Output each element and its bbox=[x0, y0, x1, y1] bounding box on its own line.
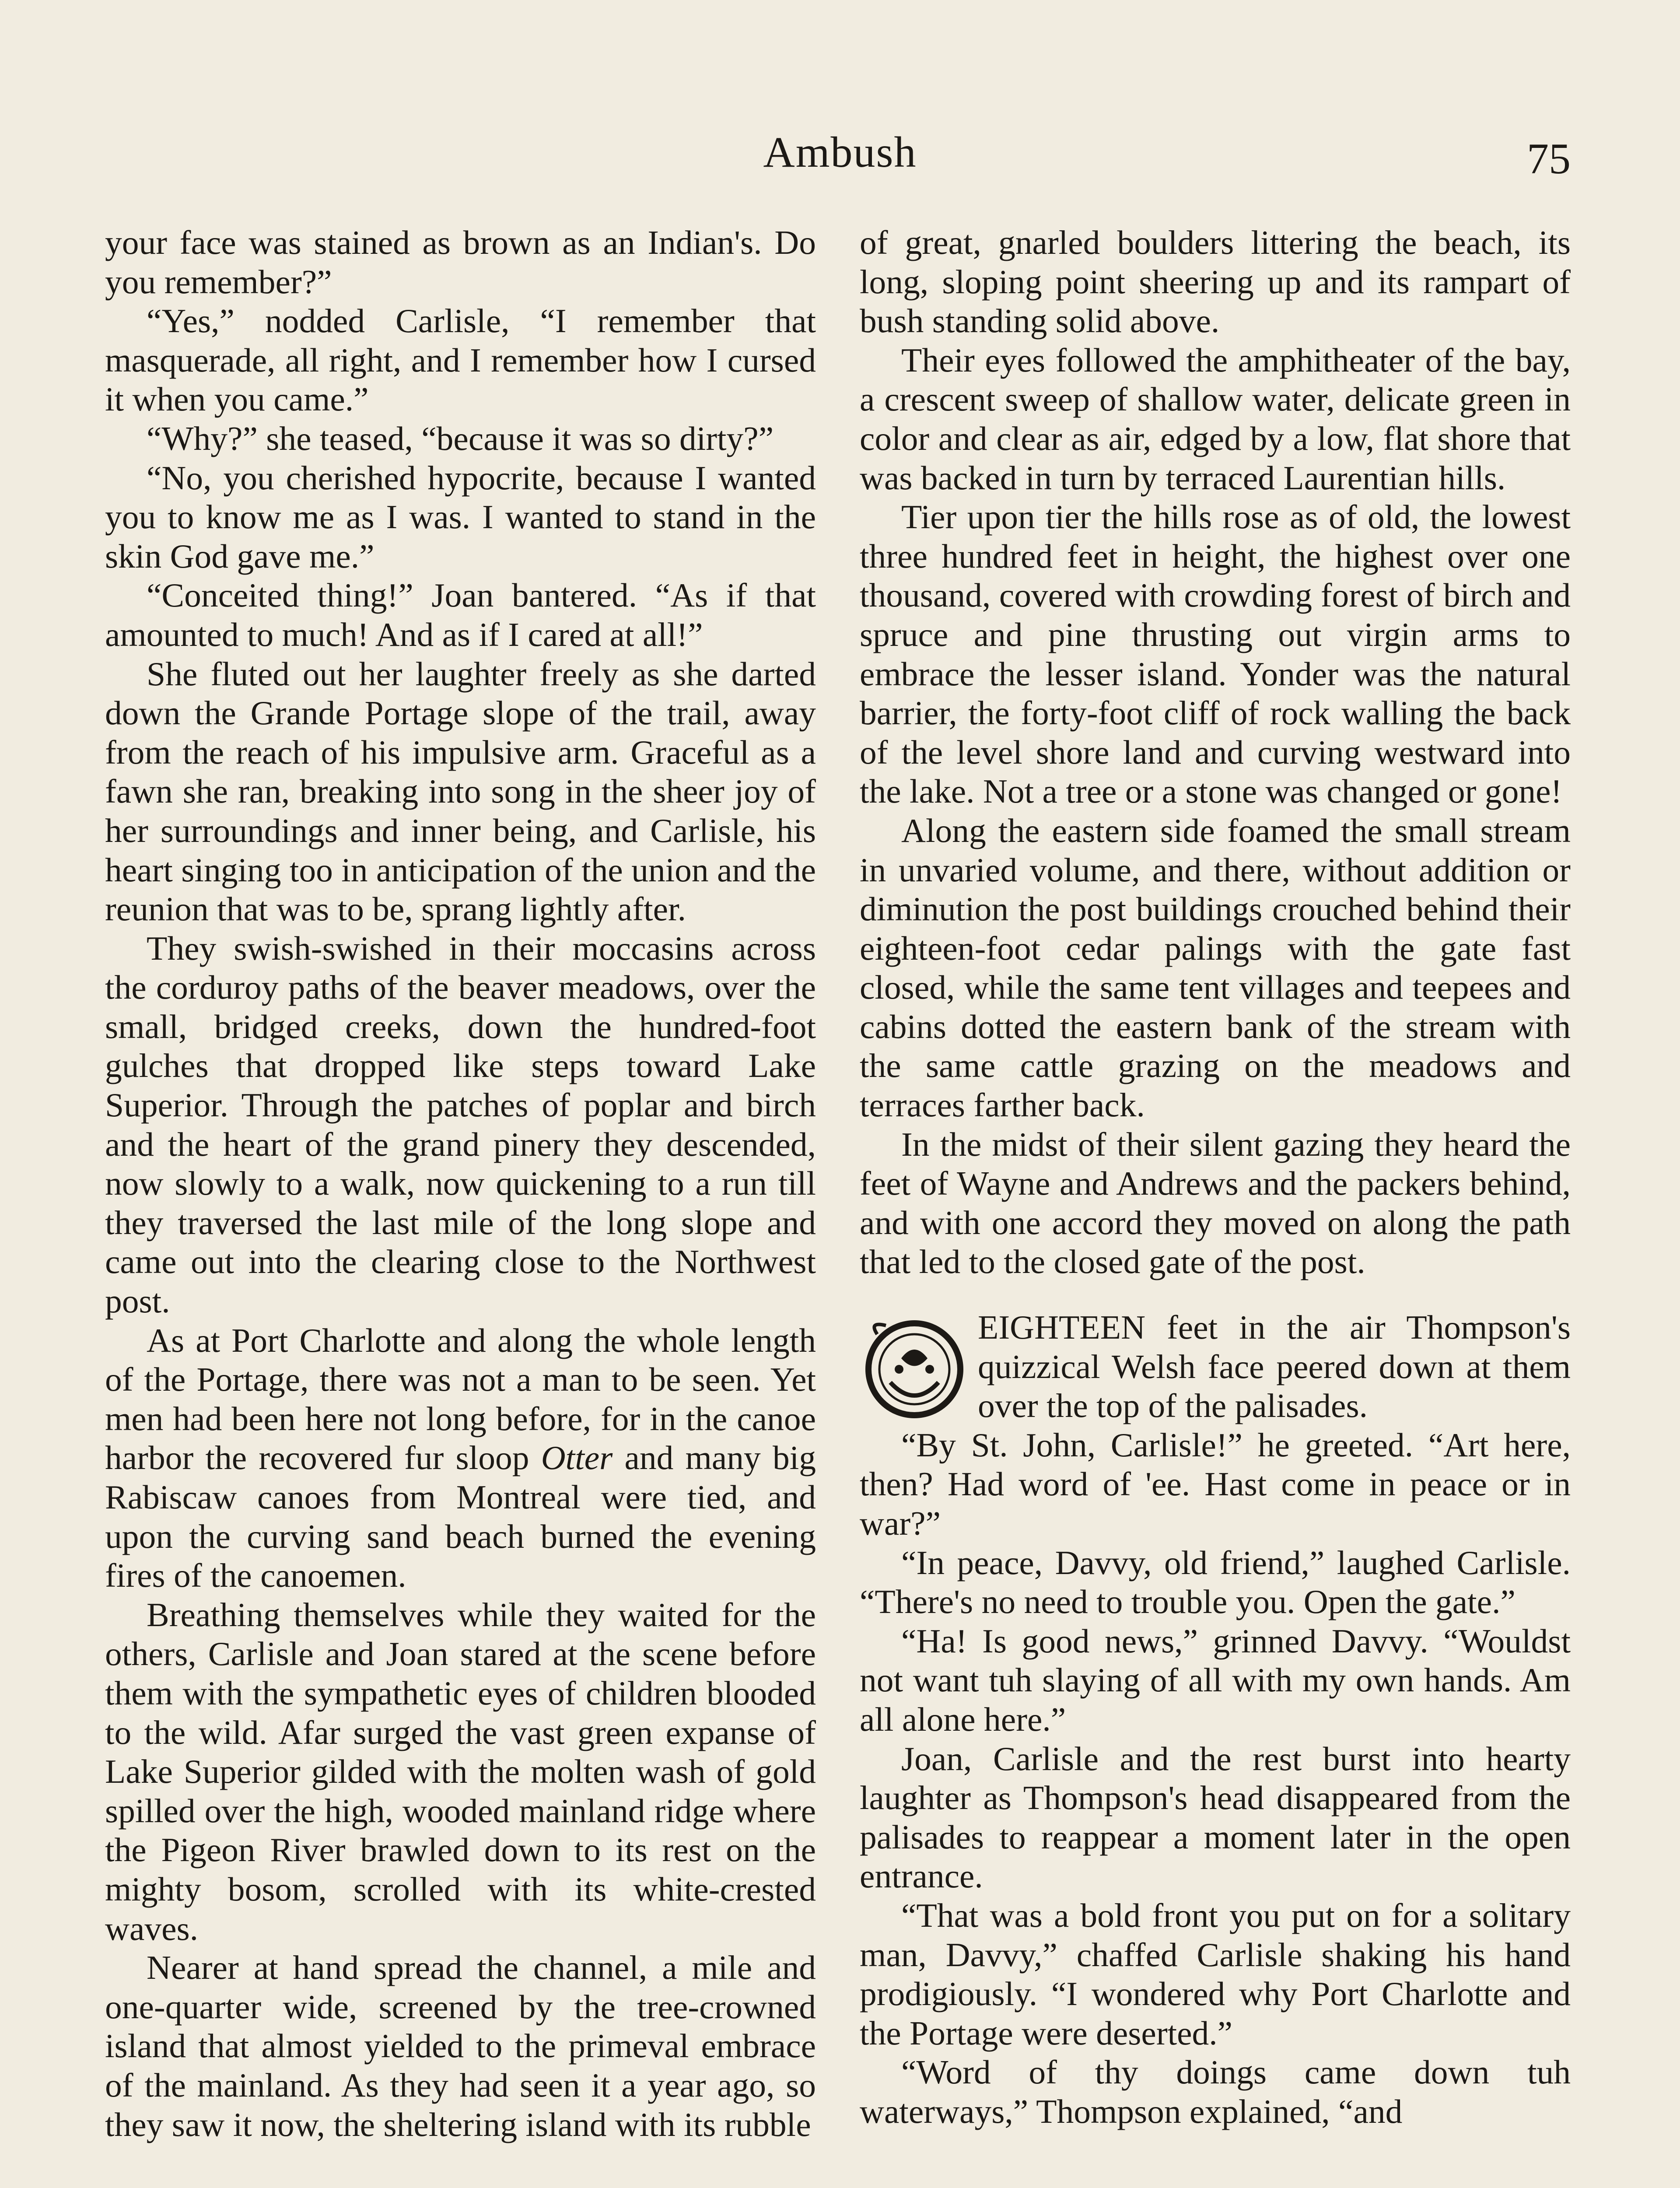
paragraph: They swish-swished in their moccasins across the corduroy paths of the beaver meadows, over the small, bridged creeks, down the hundred-foot gulches that dropped like steps toward Lake Superior. Through the patches of poplar and birch and the heart of the grand pinery they descended, now slowly to a walk, now quickening to a run till they traversed the last mile of the long slope and came out into the clearing close to the Northwest post. bbox=[105, 929, 816, 1320]
paragraph: Breathing themselves while they waited for the others, Carlisle and Joan stared at the scene before them with the sympathetic eyes of children blooded to the wild. Afar surged the vast green expanse of Lake Superior gilded with the molten wash of gold spilled over the high, wooded mainland ridge where the Pigeon River brawled down to its rest on the mighty bosom, scrolled with its white-crested waves. bbox=[105, 1595, 816, 1947]
paragraph: Nearer at hand spread the channel, a mile and one-quarter wide, screened by the tree-crowned island that almost yielded to the primeval embrace of the mainland. As they had seen it a year ago, so they saw it now, the sheltering island with its rubble bbox=[105, 1949, 816, 2143]
page-number: 75 bbox=[1527, 134, 1571, 183]
paragraph: “That was a bold front you put on for a solitary man, Davvy,” chaffed Carlisle shaking his hand prodigiously. “I wondered why Port Charlotte and the Portage were deserted.” bbox=[860, 1896, 1571, 2052]
paragraph: Along the eastern side foamed the small stream in unvaried volume, and there, without addition or diminution the post buildings crouched behind their eighteen-foot cedar palings with the gate fast closed, while the same tent villages and teepees and cabins dotted the eastern bank of the stream with the same cattle grazing on the meadows and terraces farther back. bbox=[860, 811, 1571, 1124]
text-run: As at Port Charlotte and along the whole length of the Portage, there was not a man to be seen. Yet men had been here not long before, for in the canoe harbor the recovered fur sloop bbox=[105, 1321, 816, 1477]
paragraph: “No, you cherished hypocrite, because I wanted you to know me as I was. I wanted to stand in the skin God gave me.” bbox=[105, 459, 816, 575]
running-header: Ambush bbox=[763, 128, 917, 176]
paragraph: “Why?” she teased, “because it was so dirty?” bbox=[147, 419, 774, 457]
paragraph: your face was stained as brown as an Indian's. Do you remember?” bbox=[105, 224, 816, 301]
paragraph bbox=[105, 1321, 816, 1595]
paragraph: In the midst of their silent gazing they heard the feet of Wayne and Andrews and the packers behind, and with one accord they moved on along the path that led to the closed gate of the post. bbox=[860, 1125, 1571, 1281]
text-run: and many big Rabiscaw canoes from Montreal were tied, and upon the curving sand beach burned the evening fires of the canoemen. bbox=[105, 1439, 816, 1595]
paragraph: “In peace, Davvy, old friend,” laughed Carlisle. “There's no need to trouble you. Open the gate.” bbox=[860, 1543, 1571, 1621]
paragraph: “Word of thy doings came down tuh waterways,” Thompson explained, “and bbox=[860, 2053, 1571, 2130]
paragraph: Their eyes followed the amphitheater of the bay, a crescent sweep of shallow water, delicate green in color and clear as air, edged by a low, flat shore that was backed in turn by terraced Laurentian hills. bbox=[860, 341, 1571, 497]
paragraph: EIGHTEEN feet in the air Thompson's quizzical Welsh face peered down at them over the top of the palisades. bbox=[978, 1308, 1571, 1425]
right-column bbox=[860, 223, 1571, 2132]
paragraph: of great, gnarled boulders littering the beach, its long, sloping point sheering up and its rampart of bush standing solid above. bbox=[860, 224, 1571, 340]
ornamental-dropcap-icon bbox=[860, 1317, 969, 1422]
paragraph: “Conceited thing!” Joan bantered. “As if that amounted to much! And as if I cared at all!” bbox=[105, 576, 816, 653]
paragraph: Joan, Carlisle and the rest burst into hearty laughter as Thompson's head disappeared from the palisades to reappear a moment later in the open entrance. bbox=[860, 1739, 1571, 1895]
paragraph: “Yes,” nodded Carlisle, “I remember that masquerade, all right, and I remember how I cursed it when you came.” bbox=[105, 302, 816, 418]
paragraph: Tier upon tier the hills rose as of old, the lowest three hundred feet in height, the highest over one thousand, covered with crowding forest of birch and spruce and pine thrusting out virgin arms to embrace the lesser island. Yonder was the natural barrier, the forty-foot cliff of rock walling the back of the level shore land and curving westward into the lake. Not a tree or a stone was changed or gone! bbox=[860, 498, 1571, 810]
section-break bbox=[860, 1282, 1571, 1308]
left-column bbox=[105, 223, 816, 2144]
paragraph: She fluted out her laughter freely as she darted down the Grande Portage slope of the trail, away from the reach of his impulsive arm. Graceful as a fawn she ran, breaking into song in the sheer joy of her surroundings and inner being, and Carlisle, his heart singing too in anticipation of the union and the reunion that was to be, sprang lightly after. bbox=[105, 655, 816, 928]
ship-name: Otter bbox=[541, 1439, 613, 1477]
paragraph: “Ha! Is good news,” grinned Davvy. “Wouldst not want tuh slaying of all with my own hands. Am all alone here.” bbox=[860, 1622, 1571, 1738]
paragraph: “By St. John, Carlisle!” he greeted. “Art here, then? Had word of 'ee. Hast come in peace or in war?” bbox=[860, 1426, 1571, 1542]
